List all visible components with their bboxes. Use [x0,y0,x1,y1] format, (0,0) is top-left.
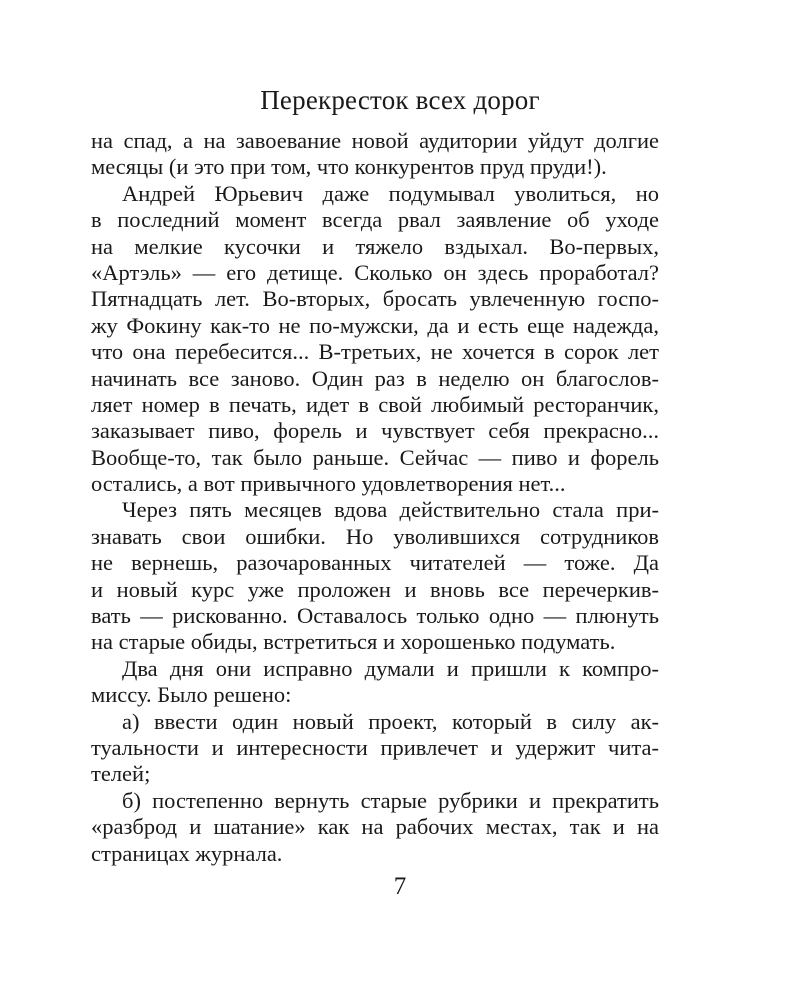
text-line: «разброд и шатание» как на рабочих местах, так и на [91,814,659,840]
text-line: б) постепенно вернуть старые рубрики и прекратить [122,787,659,813]
text-line: остались, а вот привычного удовлетворения нет... [91,471,566,497]
text-line: страницах журнала. [91,840,283,866]
text-line: Вообще-то, так было раньше. Сейчас — пиво и форель [91,444,659,470]
text-line: на спад, а на завоевание новой аудитории уйдут долгие [91,128,659,153]
text-line: Через пять месяцев вдова действительно стала при- [122,497,659,523]
text-line: не вернешь, разочарованных читателей — тоже. Да [91,550,659,576]
text-line: туальности и интересности привлечет и удержит чита- [91,734,659,760]
text-line: на мелкие кусочки и тяжело вздыхал. Во-первых, [91,233,659,259]
text-line: заказывает пиво, форель и чувствует себя прекрасно... [91,418,659,444]
text-line: что она перебесится... В-третьих, не хочется в сорок лет [91,339,659,365]
text-line: на старые обиды, встретиться и хорошенько подумать. [91,629,616,655]
page-number: 7 [393,873,407,900]
text-line: и новый курс уже проложен и вновь все перечеркив- [91,576,659,602]
text-line: в последний момент всегда рвал заявление об уходе [91,207,659,233]
text-line: телей; [91,761,151,787]
text-line: Андрей Юрьевич даже подумывал уволиться, но [122,180,659,206]
text-line: знавать свои ошибки. Но уволившихся сотрудников [91,523,659,549]
text-line: месяцы (и это при том, что конкурентов пруд пруди!). [91,154,607,180]
text-line: «Артэль» — его детище. Сколько он здесь проработал? [91,259,659,285]
running-head-title: Перекресток всех дорог [260,85,540,115]
text-line: ляет номер в печать, идет в свой любимый ресторанчик, [91,391,659,417]
text-line: а) ввести один новый проект, который в силу ак- [122,708,659,734]
text-line: миссу. Было решено: [91,682,292,708]
text-line: жу Фокину как-то не по-мужски, да и есть еще надежда, [91,312,659,338]
body-text [91,128,659,867]
text-line: вать — рискованно. Оставалось только одно — плюнуть [91,603,659,629]
text-line: Два дня они исправно думали и пришли к компро- [122,655,659,681]
text-line: начинать все заново. Один раз в неделю он благослов- [91,365,659,391]
text-line: Пятнадцать лет. Во-вторых, бросать увлеченную госпо- [91,286,659,312]
